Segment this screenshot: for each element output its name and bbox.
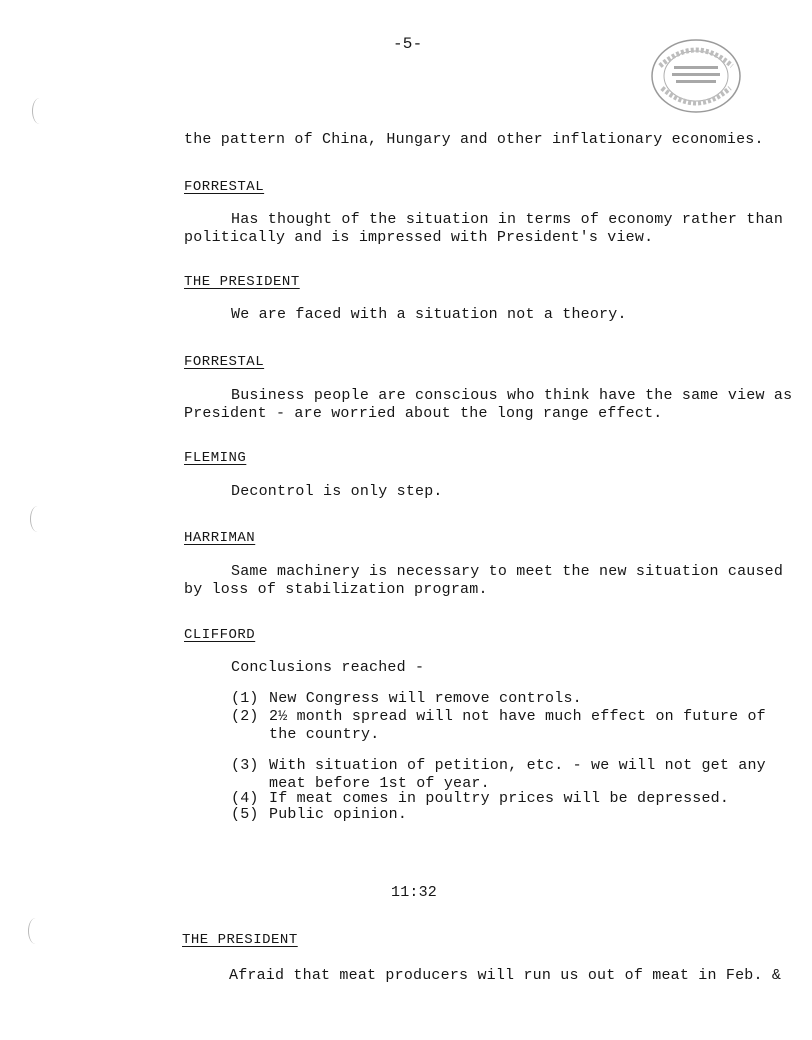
margin-mark [32,98,47,124]
paragraph-line: We are faced with a situation not a theory. [231,306,627,323]
opening-line: the pattern of China, Hungary and other inflationary economies. [184,131,764,148]
paragraph-line: Has thought of the situation in terms of economy rather than [231,211,784,228]
margin-mark [28,918,43,944]
list-item-text: Public opinion. [269,806,408,823]
margin-mark [30,506,45,532]
list-item-text: New Congress will remove controls. [269,690,582,707]
paragraph-line: Business people are conscious who think have the same view as [231,387,793,404]
list-item-continuation: meat before 1st of year. [269,775,490,792]
speaker-the-president: THE PRESIDENT [182,932,298,948]
list-item [231,806,407,824]
paragraph-line: Decontrol is only step. [231,483,443,500]
list-item-number: (2) [231,708,259,725]
list-item [231,757,766,775]
paragraph-line: Conclusions reached - [231,659,425,676]
paragraph-line: politically and is impressed with President's view. [184,229,654,246]
list-item-number: (5) [231,806,259,823]
speaker-forrestal: FORRESTAL [184,354,265,370]
page-number: -5- [393,35,423,53]
archive-stamp-icon [648,36,744,116]
paragraph-line: Same machinery is necessary to meet the new situation caused [231,563,784,580]
speaker-fleming: FLEMING [184,450,247,466]
speaker-forrestal: FORRESTAL [184,179,265,195]
list-item-text: 2½ month spread will not have much effect on future of [269,708,766,725]
speaker-harriman: HARRIMAN [184,530,256,546]
list-item-number: (1) [231,690,259,707]
list-item-text: With situation of petition, etc. - we will not get any [269,757,766,774]
list-item [231,690,582,708]
paragraph-line: President - are worried about the long range effect. [184,405,663,422]
list-item-number: (3) [231,757,259,774]
list-item-number: (4) [231,790,259,807]
time-mark: 11:32 [391,884,438,901]
paragraph-line: Afraid that meat producers will run us out of meat in Feb. & [229,967,782,984]
list-item [231,708,766,726]
list-item-text: If meat comes in poultry prices will be depressed. [269,790,730,807]
list-item-continuation: the country. [269,726,380,743]
paragraph-line: by loss of stabilization program. [184,581,488,598]
speaker-clifford: CLIFFORD [184,627,256,643]
speaker-the-president: THE PRESIDENT [184,274,300,290]
